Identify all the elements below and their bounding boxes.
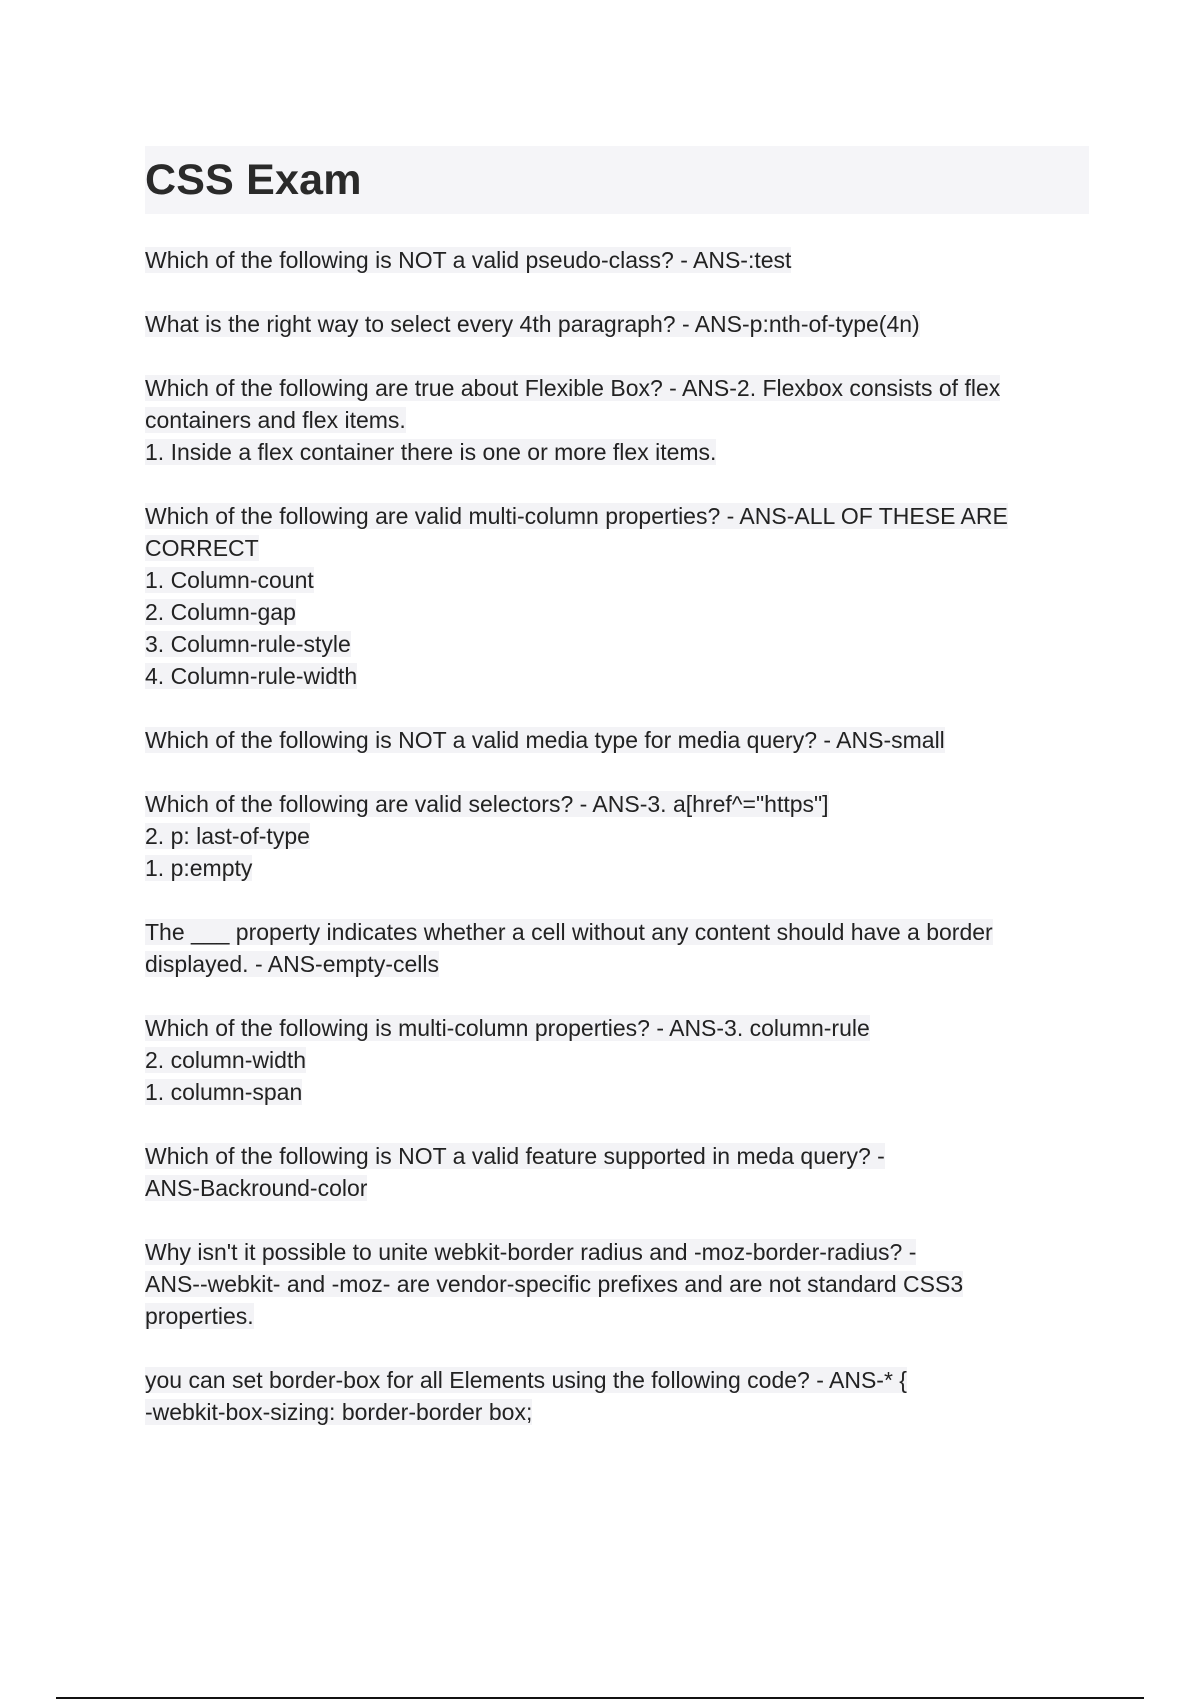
line-text: 4. Column-rule-width <box>145 663 358 689</box>
line-text: 1. Inside a flex container there is one or more flex items. <box>145 439 717 465</box>
line-text: -webkit-box-sizing: border-border box; <box>145 1399 533 1425</box>
question-item <box>145 916 1089 980</box>
line-text: The ___ property indicates whether a cell without any content should have a border <box>145 919 993 945</box>
line-text: Which of the following are valid selectors? - ANS-3. a[href^="https"] <box>145 791 829 817</box>
line-text: Which of the following is NOT a valid pseudo-class? - ANS-:test <box>145 247 792 273</box>
question-item <box>145 1140 1089 1204</box>
question-line <box>145 1364 1089 1396</box>
question-line <box>145 372 1089 404</box>
line-text: 2. p: last-of-type <box>145 823 310 849</box>
line-text: Which of the following is NOT a valid media type for media query? - ANS-small <box>145 727 945 753</box>
line-text: Why isn't it possible to unite webkit-border radius and -moz-border-radius? - <box>145 1239 917 1265</box>
answer-line <box>145 1300 1089 1332</box>
question-item <box>145 1236 1089 1332</box>
answer-line <box>145 564 1089 596</box>
answer-line <box>145 596 1089 628</box>
answer-line <box>145 1268 1089 1300</box>
line-text: CORRECT <box>145 535 259 561</box>
question-item <box>145 372 1089 468</box>
question-line <box>145 1236 1089 1268</box>
title-banner <box>145 146 1089 214</box>
question-line <box>145 724 1089 756</box>
question-list <box>145 244 1089 1460</box>
question-line <box>145 308 1089 340</box>
line-text: 2. Column-gap <box>145 599 296 625</box>
line-text: Which of the following are valid multi-column properties? - ANS-ALL OF THESE ARE <box>145 503 1008 529</box>
line-text: properties. <box>145 1303 254 1329</box>
answer-line <box>145 628 1089 660</box>
answer-line <box>145 852 1089 884</box>
question-item <box>145 1012 1089 1108</box>
line-text: ANS--webkit- and -moz- are vendor-specific prefixes and are not standard CSS3 <box>145 1271 964 1297</box>
question-line <box>145 788 1089 820</box>
line-text: 3. Column-rule-style <box>145 631 351 657</box>
answer-line <box>145 1172 1089 1204</box>
line-text: you can set border-box for all Elements using the following code? - ANS-* { <box>145 1367 907 1393</box>
answer-line <box>145 404 1089 436</box>
footer-divider <box>56 1697 1144 1699</box>
question-line <box>145 500 1089 532</box>
answer-line <box>145 532 1089 564</box>
line-text: Which of the following is NOT a valid feature supported in meda query? - <box>145 1143 885 1169</box>
line-text: What is the right way to select every 4th paragraph? - ANS-p:nth-of-type(4n) <box>145 311 920 337</box>
line-text: 2. column-width <box>145 1047 307 1073</box>
question-item <box>145 788 1089 884</box>
question-item <box>145 244 1089 276</box>
line-text: Which of the following is multi-column properties? - ANS-3. column-rule <box>145 1015 870 1041</box>
line-text: Which of the following are true about Flexible Box? - ANS-2. Flexbox consists of flex <box>145 375 1001 401</box>
line-text: ANS-Backround-color <box>145 1175 368 1201</box>
line-text: displayed. - ANS-empty-cells <box>145 951 439 977</box>
question-item <box>145 500 1089 692</box>
answer-line <box>145 820 1089 852</box>
line-text: 1. column-span <box>145 1079 303 1105</box>
line-text: containers and flex items. <box>145 407 406 433</box>
answer-line <box>145 1076 1089 1108</box>
question-item <box>145 308 1089 340</box>
answer-line <box>145 948 1089 980</box>
answer-line <box>145 436 1089 468</box>
line-text: 1. p:empty <box>145 855 253 881</box>
question-item <box>145 724 1089 756</box>
question-line <box>145 916 1089 948</box>
question-line <box>145 1140 1089 1172</box>
page-title: CSS Exam <box>145 156 362 204</box>
question-line <box>145 1012 1089 1044</box>
line-text: 1. Column-count <box>145 567 314 593</box>
question-line <box>145 244 1089 276</box>
answer-line <box>145 1396 1089 1428</box>
answer-line <box>145 1044 1089 1076</box>
answer-line <box>145 660 1089 692</box>
question-item <box>145 1364 1089 1428</box>
